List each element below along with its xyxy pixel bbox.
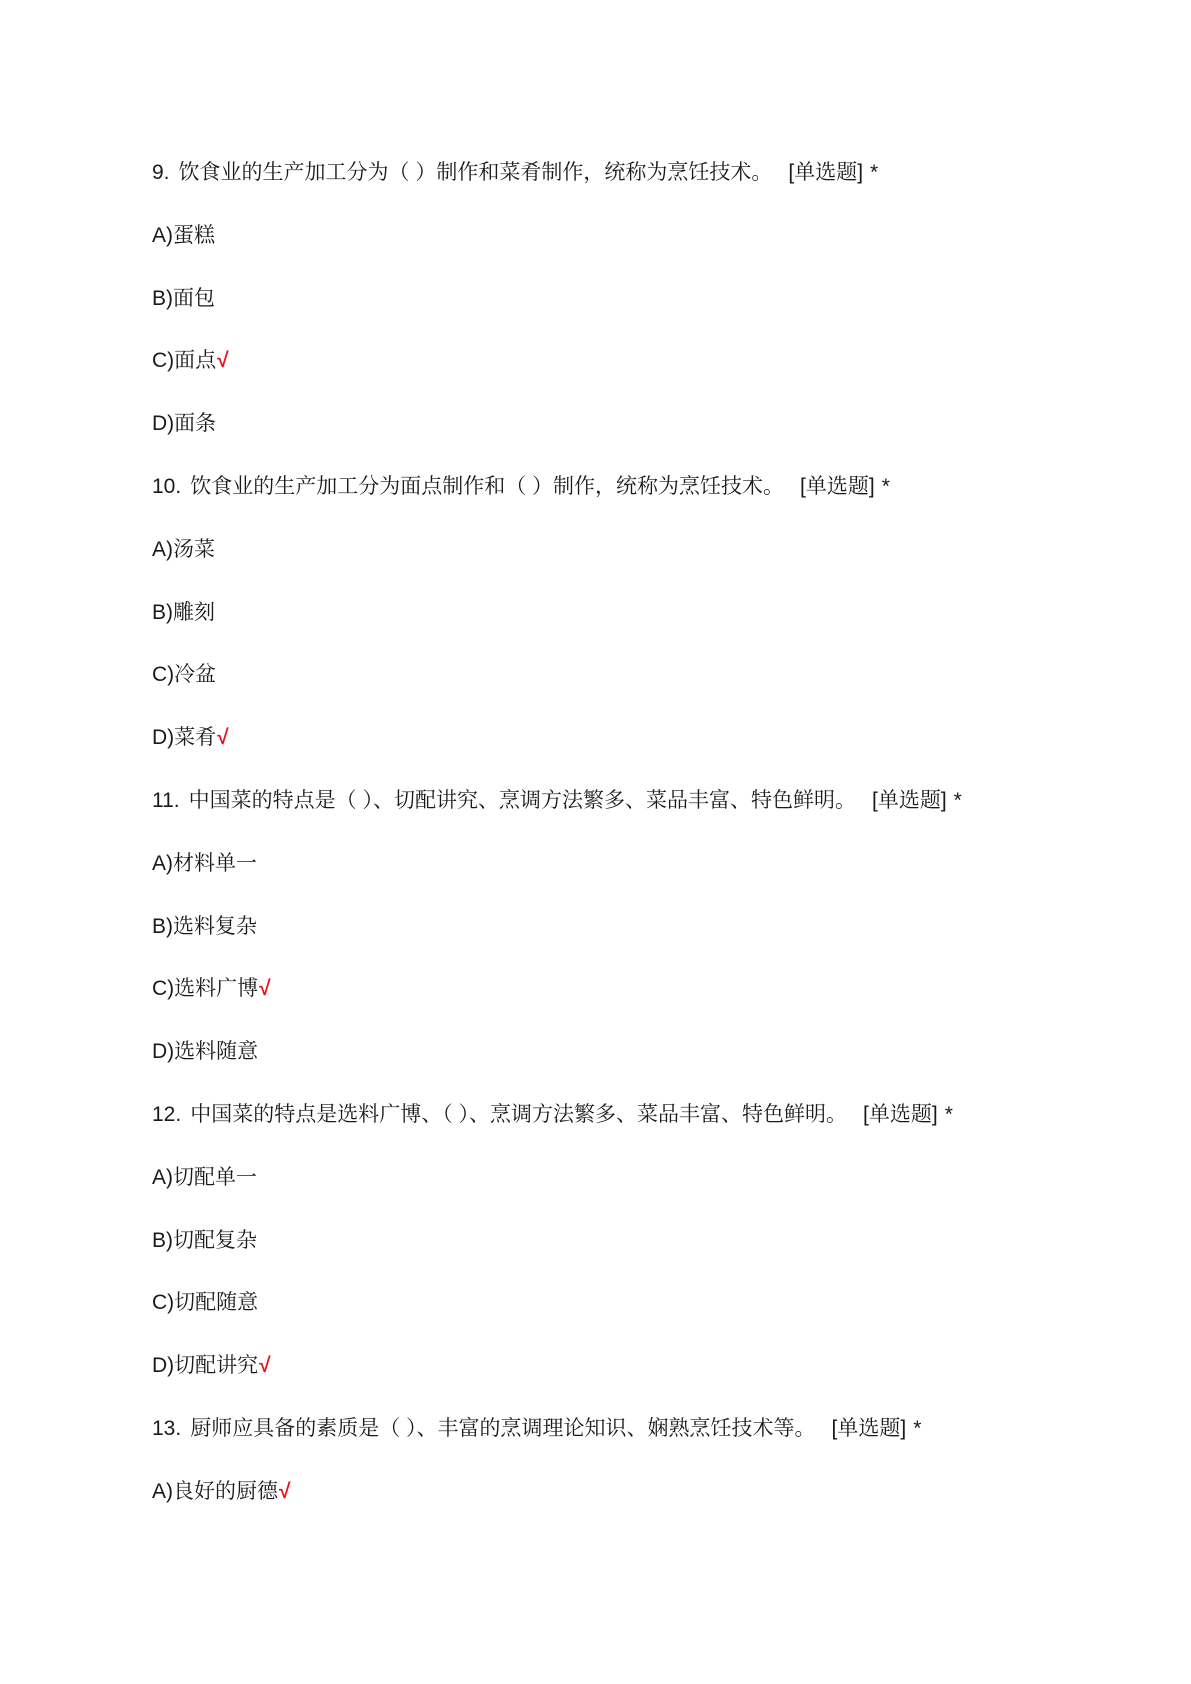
question-type-tag: [单选题] bbox=[788, 161, 864, 184]
option-text: 面点 bbox=[174, 349, 217, 373]
question-type-tag: [单选题] bbox=[800, 474, 875, 498]
option-row bbox=[152, 1335, 1152, 1398]
option-row bbox=[152, 330, 1152, 393]
correct-check-icon: √ bbox=[279, 1479, 291, 1503]
question-number: 12. bbox=[152, 1102, 182, 1126]
option-label: A) bbox=[152, 1479, 173, 1503]
question-number: 9. bbox=[152, 161, 170, 184]
option-text: 雕刻 bbox=[173, 600, 215, 624]
question-stem bbox=[152, 142, 1152, 205]
question-item bbox=[152, 1084, 1152, 1398]
option-label: D) bbox=[152, 726, 175, 750]
option-text: 切配单一 bbox=[173, 1165, 257, 1189]
question-text: 中国菜的特点是（ ）、切配讲究、烹调方法繁多、菜品丰富、特色鲜明。 bbox=[188, 788, 856, 812]
option-text: 切配讲究 bbox=[174, 1354, 259, 1378]
question-item bbox=[152, 770, 1152, 1084]
required-mark: * bbox=[953, 788, 962, 812]
question-list bbox=[152, 142, 1152, 1524]
question-number: 11. bbox=[152, 788, 180, 812]
question-type-tag: [单选题] bbox=[871, 788, 947, 812]
required-mark: * bbox=[870, 161, 879, 184]
option-text: 选料复杂 bbox=[173, 914, 257, 938]
option-label: D) bbox=[152, 1040, 175, 1064]
option-row bbox=[152, 1461, 1152, 1524]
option-row bbox=[152, 582, 1152, 645]
question-stem bbox=[152, 456, 1152, 519]
option-row bbox=[152, 833, 1152, 896]
option-text: 汤菜 bbox=[173, 537, 215, 561]
question-number: 10. bbox=[152, 474, 182, 498]
option-label: B) bbox=[152, 914, 173, 938]
option-text: 选料随意 bbox=[174, 1040, 259, 1064]
option-label: C) bbox=[152, 663, 175, 687]
option-text: 选料广博 bbox=[174, 977, 259, 1001]
question-item bbox=[152, 1398, 1152, 1524]
question-item bbox=[152, 456, 1152, 770]
option-label: C) bbox=[152, 977, 175, 1001]
correct-check-icon: √ bbox=[217, 726, 229, 750]
option-row bbox=[152, 1021, 1152, 1084]
option-text: 蛋糕 bbox=[173, 223, 215, 247]
correct-check-icon: √ bbox=[259, 1354, 271, 1378]
question-text: 厨师应具备的素质是（ ）、丰富的烹调理论知识、娴熟烹饪技术等。 bbox=[190, 1416, 816, 1440]
option-label: A) bbox=[152, 851, 173, 875]
option-row bbox=[152, 707, 1152, 770]
option-row bbox=[152, 393, 1152, 456]
option-row bbox=[152, 958, 1152, 1021]
required-mark: * bbox=[913, 1416, 922, 1440]
option-label: C) bbox=[152, 349, 175, 373]
option-text: 材料单一 bbox=[173, 851, 257, 875]
option-text: 面包 bbox=[173, 286, 215, 310]
required-mark: * bbox=[944, 1102, 953, 1126]
option-row bbox=[152, 1210, 1152, 1273]
option-label: B) bbox=[152, 1228, 173, 1252]
correct-check-icon: √ bbox=[259, 977, 271, 1001]
option-row bbox=[152, 1147, 1152, 1210]
question-text: 饮食业的生产加工分为（ ）制作和菜肴制作，统称为烹饪技术。 bbox=[178, 161, 773, 184]
question-item bbox=[152, 142, 1152, 456]
option-text: 良好的厨德 bbox=[173, 1479, 278, 1503]
option-row bbox=[152, 644, 1152, 707]
option-label: A) bbox=[152, 223, 173, 247]
question-number: 13. bbox=[152, 1416, 182, 1440]
option-text: 面条 bbox=[174, 412, 217, 436]
question-stem bbox=[152, 1084, 1152, 1147]
question-type-tag: [单选题] bbox=[831, 1416, 907, 1440]
option-label: C) bbox=[152, 1291, 175, 1315]
question-text: 中国菜的特点是选料广博、（ ）、烹调方法繁多、菜品丰富、特色鲜明。 bbox=[190, 1102, 848, 1126]
option-text: 切配随意 bbox=[174, 1291, 259, 1315]
option-label: B) bbox=[152, 286, 173, 310]
question-stem bbox=[152, 770, 1152, 833]
option-label: B) bbox=[152, 600, 173, 624]
option-text: 冷盆 bbox=[174, 663, 217, 687]
option-row bbox=[152, 1272, 1152, 1335]
option-text: 菜肴 bbox=[174, 726, 217, 750]
question-text: 饮食业的生产加工分为面点制作和（ ）制作，统称为烹饪技术。 bbox=[190, 474, 785, 498]
option-label: D) bbox=[152, 412, 175, 436]
option-label: A) bbox=[152, 537, 173, 561]
question-type-tag: [单选题] bbox=[863, 1102, 938, 1126]
option-row bbox=[152, 519, 1152, 582]
option-label: D) bbox=[152, 1354, 175, 1378]
required-mark: * bbox=[881, 474, 890, 498]
option-row bbox=[152, 268, 1152, 331]
question-stem bbox=[152, 1398, 1152, 1461]
option-row bbox=[152, 205, 1152, 268]
correct-check-icon: √ bbox=[217, 349, 229, 373]
option-label: A) bbox=[152, 1165, 173, 1189]
option-text: 切配复杂 bbox=[173, 1228, 257, 1252]
option-row bbox=[152, 896, 1152, 959]
